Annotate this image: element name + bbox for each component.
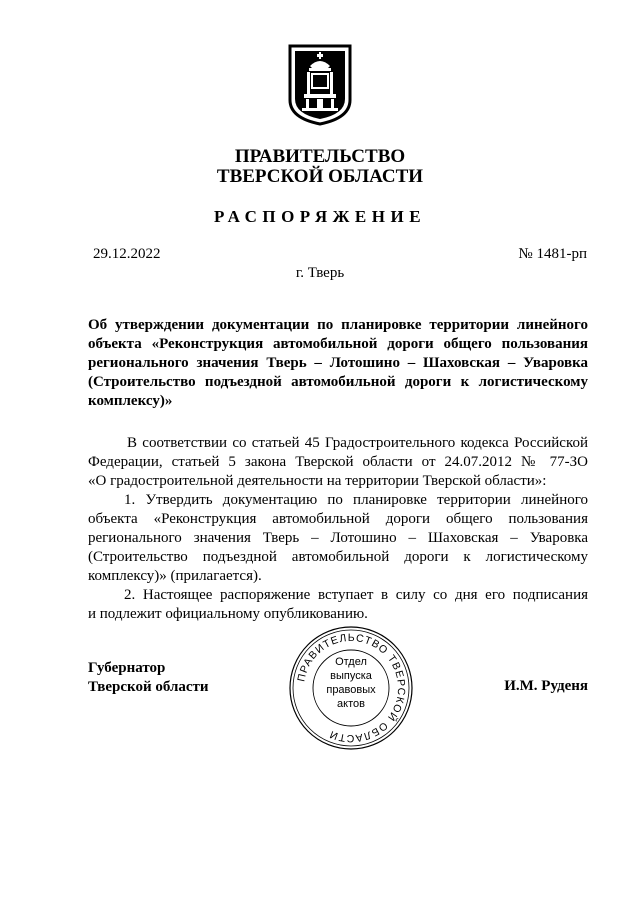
stamp-inner-line: правовых	[326, 684, 376, 696]
signer-position-line1: Губернатор	[88, 660, 166, 676]
paragraph-line: В соответствии со статьей 45 Градостроительного кодекса Российской	[127, 435, 588, 451]
item1-line: (Строительство подъездной автомобильной дороги к логистическому	[88, 549, 588, 565]
title-line: регионального значения Тверь – Лотошино – Шаховская – Уваровка	[88, 355, 588, 371]
item1-line: 1. Утвердить документацию по планировке территории линейного	[124, 492, 588, 508]
title-line: объекта «Реконструкция автомобильной дороги общего пользования	[88, 336, 588, 352]
stamp-inner-line: актов	[337, 698, 365, 710]
title-line: комплексу)»	[88, 393, 173, 409]
document-number: № 1481-рп	[518, 246, 587, 262]
title-line: (Строительство подъездной автомобильной дороги к логистическому	[88, 374, 588, 390]
document-title	[88, 316, 588, 411]
document-type: РАСПОРЯЖЕНИЕ	[213, 207, 427, 226]
stamp-inner-line: выпуска	[330, 670, 372, 682]
document-date: 29.12.2022	[93, 246, 161, 262]
stamp-ring-text: ПРАВИТЕЛЬСТВО ТВЕРСКОЙ ОБЛАСТИ	[295, 631, 408, 745]
item2-line: 2. Настоящее распоряжение вступает в силу со дня его подписания	[124, 587, 588, 603]
document-city: г. Тверь	[295, 265, 345, 281]
paragraph-line: «О градостроительной деятельности на территории Тверской области»:	[88, 473, 547, 489]
item1-line: регионального значения Тверь – Лотошино – Шаховская – Уваровка	[88, 530, 588, 546]
item2-line: и подлежит официальному опубликованию.	[88, 606, 368, 622]
government-title-line1: ПРАВИТЕЛЬСТВО	[234, 146, 406, 167]
item1-line: комплексу)» (прилагается).	[88, 568, 262, 584]
signer-position-line2: Тверской области	[88, 679, 209, 695]
item1-line: объекта «Реконструкция автомобильной дороги общего пользования	[88, 511, 588, 527]
stamp-inner-line: Отдел	[335, 656, 367, 668]
stamp-inner-text	[315, 655, 387, 711]
title-line: Об утверждении документации по планировке территории линейного	[88, 317, 588, 333]
coat-of-arms-icon	[288, 44, 352, 126]
paragraph-line: Федерации, статьей 5 закона Тверской области от 24.07.2012 № 77-ЗО	[88, 454, 588, 470]
government-title-line2: ТВЕРСКОЙ ОБЛАСТИ	[216, 166, 424, 187]
signer-position	[88, 659, 209, 697]
signer-name: И.М. Руденя	[504, 678, 588, 694]
document-body	[88, 434, 588, 624]
